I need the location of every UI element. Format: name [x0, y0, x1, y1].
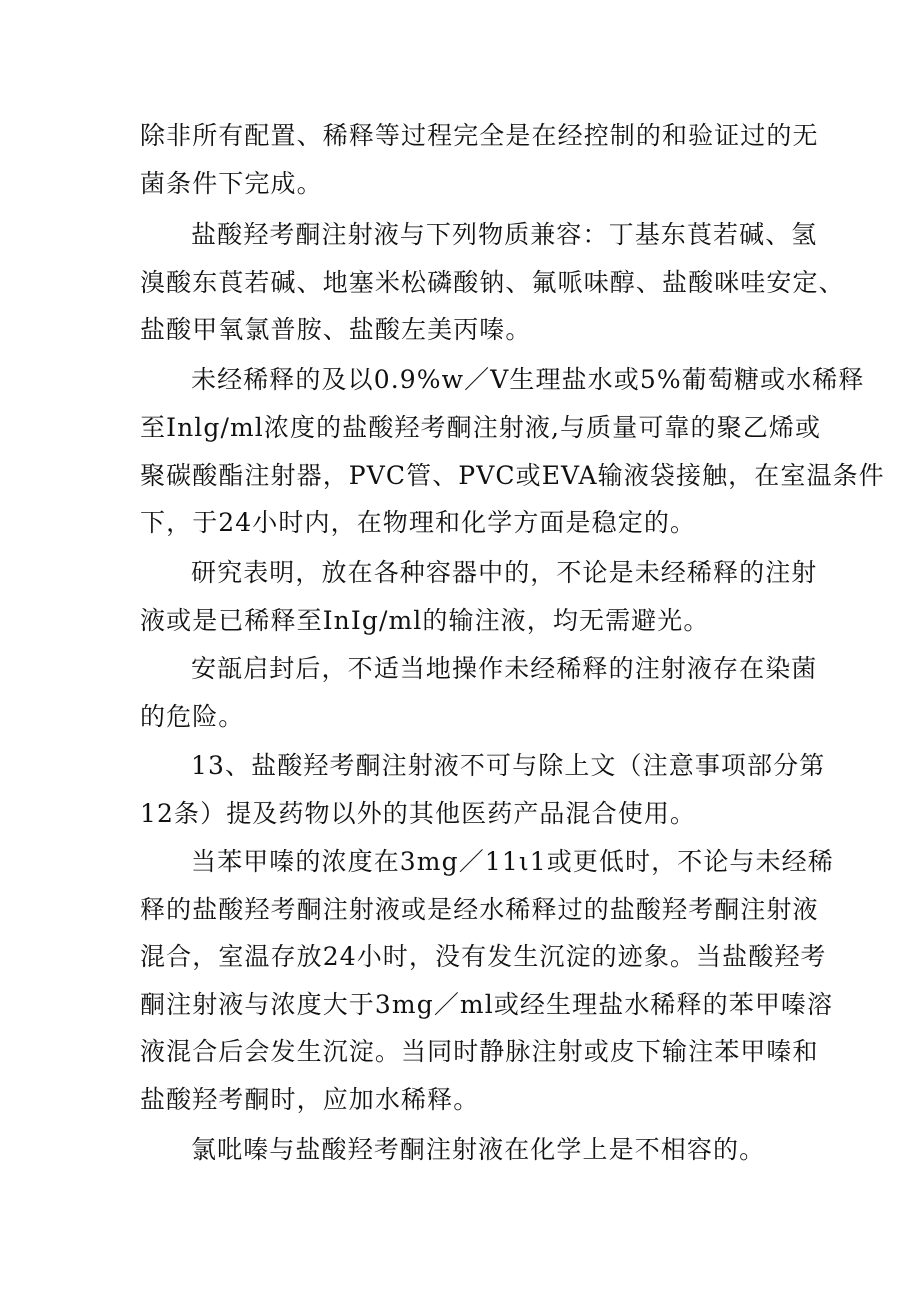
text-line: 下，于24小时内，在物理和化学方面是稳定的。: [140, 508, 697, 537]
text-line: 12条）提及药物以外的其他医药产品混合使用。: [140, 799, 697, 828]
text-line: 酮注射液与浓度大于3mg／ml或经生理盐水稀释的苯甲嗪溶: [140, 990, 834, 1019]
text-line: 释的盐酸羟考酮注射液或是经水稀释过的盐酸羟考酮注射液: [140, 895, 819, 924]
text-line: 除非所有配置、稀释等过程完全是在经控制的和验证过的无: [140, 121, 819, 150]
text-line: 盐酸羟考酮时，应加水稀释。: [140, 1085, 480, 1114]
text-line: 混合，室温存放24小时，没有发生沉淀的迹象。当盐酸羟考: [140, 942, 827, 971]
text-line: 13、盐酸羟考酮注射液不可与除上文（注意事项部分第: [191, 751, 826, 780]
text-line: 安瓿启封后，不适当地操作未经稀释的注射液存在染菌: [191, 654, 818, 683]
text-line: 液混合后会发生沉淀。当同时静脉注射或皮下输注苯甲嗪和: [140, 1037, 819, 1066]
text-line: 溴酸东莨若碱、地塞米松磷酸钠、氟哌味醇、盐酸咪哇安定、: [140, 268, 845, 297]
text-line: 未经稀释的及以0.9%w／V生理盐水或5%葡萄糖或水稀释: [191, 365, 865, 394]
text-line: 盐酸甲氧氯普胺、盐酸左美丙嗪。: [140, 315, 532, 344]
text-line: 菌条件下完成。: [140, 169, 323, 198]
text-line: 聚碳酸酯注射器，PVC管、PVC或EVA输液袋接触，在室温条件: [140, 461, 885, 490]
text-line: 氯吡嗪与盐酸羟考酮注射液在化学上是不相容的。: [191, 1135, 766, 1164]
text-line: 盐酸羟考酮注射液与下列物质兼容：丁基东莨若碱、氢: [191, 220, 818, 249]
text-line: 当苯甲嗪的浓度在3mg／11ι1或更低时，不论与未经稀: [191, 847, 834, 876]
text-line: 研究表明，放在各种容器中的，不论是未经稀释的注射: [191, 558, 818, 587]
text-line: 的危险。: [140, 702, 245, 731]
text-line: 液或是已稀释至InIg/ml的输注液，均无需避光。: [140, 606, 710, 635]
text-line: 至Inlg/ml浓度的盐酸羟考酮注射液,与质量可靠的聚乙烯或: [140, 413, 822, 442]
